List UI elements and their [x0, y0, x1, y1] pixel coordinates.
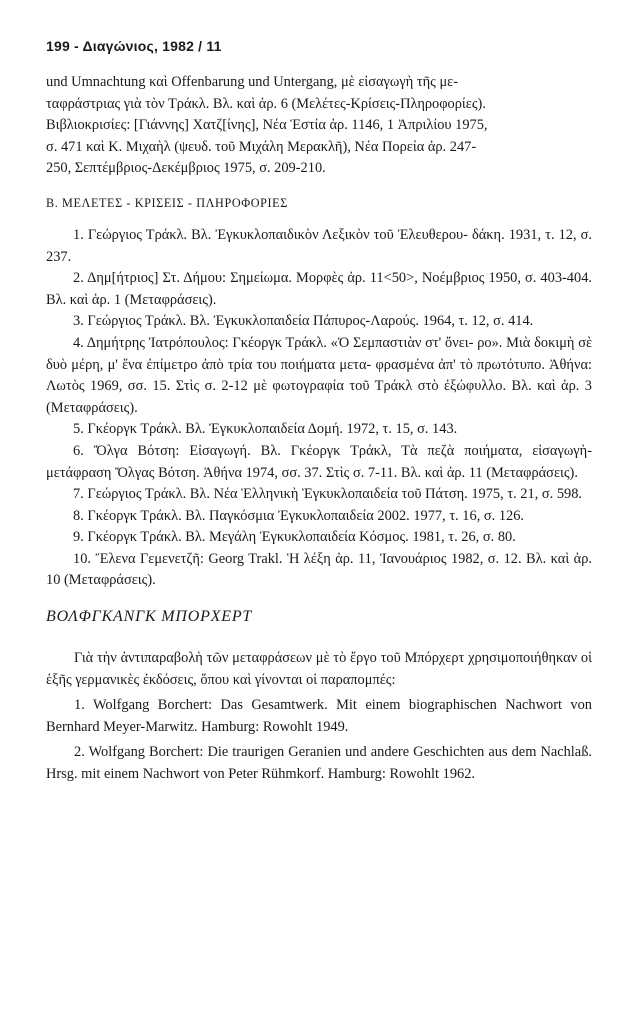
intro-paragraph [46, 72, 592, 180]
intro-line: und Umnachtung καὶ Offenbarung und Untergang, μὲ εἰσαγωγὴ τῆς με- [46, 74, 459, 90]
section-b-heading: Β. ΜΕΛΕΤΕΣ - ΚΡΙΣΕΙΣ - ΠΛΗΡΟΦΟΡΙΕΣ [46, 195, 288, 210]
intro-line: ταφράστριας γιὰ τὸν Τράκλ. Βλ. καὶ ἀρ. 6 (Μελέτες-Κρίσεις-Πληροφορίες). [46, 95, 486, 112]
document-page [46, 38, 592, 790]
list-item: 9. Γκέοργκ Τράκλ. Βλ. Μεγάλη Ἐγκυκλοπαιδεία Κόσμος. 1981, τ. 26, σ. 80. [73, 529, 516, 546]
list-item: 1. Γεώργιος Τράκλ. Βλ. Ἐγκυκλοπαιδικὸν Λεξικὸν τοῦ Ἐλευθερου- δάκη. 1931, τ. 12, σ. 237. [46, 226, 592, 265]
list-item: 2. Δημ[ήτριος] Στ. Δήμου: Σημείωμα. Μορφὲς ἀρ. 11<50>, Νοέμβριος 1950, σ. 403-404. Βλ. καὶ ἀρ. 1 (Μεταφράσεις). [46, 270, 592, 308]
edition-item: 2. Wolfgang Borchert: Die traurigen Geranien und andere Geschichten aus dem Nachlaß. Hrsg. mit einem Nachwort von Peter Rühmkorf. Hamburg: Rowohlt 1962. [46, 744, 592, 783]
list-item: 3. Γεώργιος Τράκλ. Βλ. Ἐγκυκλοπαιδεία Πάπυρος-Λαρούς. 1964, τ. 12, σ. 414. [73, 313, 534, 330]
list-item: 10. Ἔλενα Γεμενετζῆ: Georg Trakl. Ἡ λέξη ἀρ. 11, Ἰανουάριος 1982, σ. 12. Βλ. καὶ ἀρ. 10 (Μεταφράσεις). [46, 550, 592, 589]
intro-line: σ. 471 καὶ Κ. Μιχαὴλ (ψευδ. τοῦ Μιχάλη Μερακλῆ), Νέα Πορεία ἀρ. 247- [46, 138, 477, 155]
list-item: 6. Ὄλγα Βότση: Εἰσαγωγή. Βλ. Γκέοργκ Τράκλ, Τὰ πεζὰ ποιήματα, εἰσαγωγὴ-μετάφραση Ὄλγας Βότση. Ἀθήνα 1974, σσ. 37. Στὶς σ. 7-11. Βλ. καὶ ἀρ. 11 (Μεταφράσεις). [46, 442, 592, 481]
list-item: 8. Γκέοργκ Τράκλ. Βλ. Παγκόσμια Ἐγκυκλοπαιδεία 2002. 1977, τ. 16, σ. 126. [73, 507, 525, 524]
list-item: 4. Δημήτρης Ἰατρόπουλος: Γκέοργκ Τράκλ. «Ὁ Σεμπαστιὰν στ' ὄνει- ρο». Μιὰ δοκιμὴ σὲ δυὸ μέρη, μ' ἕνα ἐπίμετρο ἀπὸ τρία του ποιήματα μετα- φρασμένα ἀπ' τὸ πρωτότυπο. Ἀθήνα: Λωτὸς 1969, σσ. 15. Στὶς σ. 2-12 μὲ φωτογραφία τοῦ Τράκλ στὸ ἐξώφυλλο. Βλ. καὶ ἀρ. 3 (Μεταφράσεις). [46, 334, 592, 416]
intro-line: 250, Σεπτέμβριος-Δεκέμβριος 1975, σ. 209-210. [46, 160, 326, 177]
list-item: 7. Γεώργιος Τράκλ. Βλ. Νέα Ἑλληνικὴ Ἐγκυκλοπαιδεία τοῦ Πάτση. 1975, τ. 21, σ. 598. [73, 486, 583, 503]
section-b-list [46, 225, 592, 592]
list-item: 5. Γκέοργκ Τράκλ. Βλ. Ἐγκυκλοπαιδεία Δομή. 1972, τ. 15, σ. 143. [73, 421, 458, 438]
intro-line: Βιβλιοκρισίες: [Γιάννης] Χατζ[ίνης], Νέα Ἑστία ἀρ. 1146, 1 Ἀπριλίου 1975, [46, 117, 488, 134]
borchert-intro: Γιὰ τὴν ἀντιπαραβολὴ τῶν μεταφράσεων μὲ τὸ ἔργο τοῦ Μπόρχερτ χρησιμοποιήθηκαν οἱ ἑξῆς γερμανικὲς ἐκδόσεις, ὅπου καὶ γίνονται οἱ παραπομπές: [46, 650, 592, 688]
borchert-heading: ΒΟΛΦΓΚΑΝΓΚ ΜΠΟΡΧΕΡΤ [46, 608, 253, 626]
running-head: 199 - Διαγώνιος, 1982 / 11 [46, 38, 222, 54]
edition-item: 1. Wolfgang Borchert: Das Gesamtwerk. Mit einem biographischen Nachwort von Bernhard Meyer-Marwitz. Hamburg: Rowohlt 1949. [46, 697, 592, 735]
